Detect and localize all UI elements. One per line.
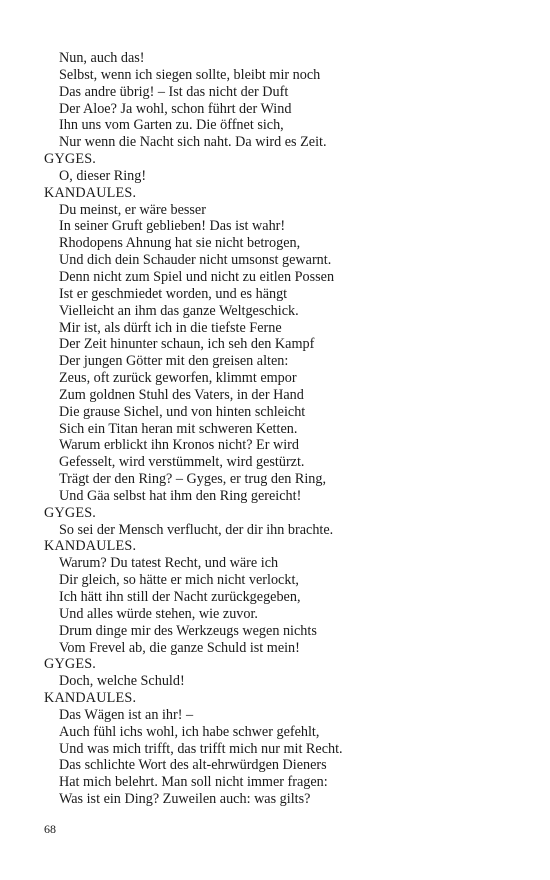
verse-line: Der Aloe? Ja wohl, schon führt der Wind <box>59 100 292 117</box>
verse-line: Ihn uns vom Garten zu. Die öffnet sich, <box>59 117 284 134</box>
speaker-name: GYGES. <box>44 504 97 521</box>
verse-line: Dir gleich, so hätte er mich nicht verlockt, <box>59 572 299 589</box>
verse-line: Doch, welche Schuld! <box>59 673 185 690</box>
verse-line: Was ist ein Ding? Zuweilen auch: was gilts? <box>59 791 311 808</box>
verse-line: Das Wägen ist an ihr! – <box>59 706 194 723</box>
verse-line: Du meinst, er wäre besser <box>59 201 206 218</box>
verse-line: Der jungen Götter mit den greisen alten: <box>59 353 289 370</box>
verse-line: Warum? Du tatest Recht, und wäre ich <box>59 555 279 572</box>
verse-line: Der Zeit hinunter schaun, ich seh den Kampf <box>59 336 315 353</box>
speaker-name: GYGES. <box>44 656 97 673</box>
verse-line: Das andre übrig! – Ist das nicht der Duft <box>59 83 289 100</box>
verse-line: Und was mich trifft, das trifft mich nur mit Recht. <box>59 740 343 757</box>
verse-line: Sich ein Titan heran mit schweren Ketten. <box>59 420 298 437</box>
verse-line: Denn nicht zum Spiel und nicht zu eitlen Possen <box>59 268 335 285</box>
drama-text-block <box>44 50 524 808</box>
verse-line: Drum dinge mir des Werkzeugs wegen nichts <box>59 622 317 639</box>
verse-line: Trägt der den Ring? – Gyges, er trug den Ring, <box>59 471 327 488</box>
verse-line: Und Gäa selbst hat ihm den Ring gereicht! <box>59 487 302 504</box>
verse-line: Selbst, wenn ich siegen sollte, bleibt mir noch <box>59 66 321 83</box>
speaker-name: KANDAULES. <box>44 538 137 555</box>
verse-line: Auch fühl ichs wohl, ich habe schwer gefehlt, <box>59 723 320 740</box>
verse-line: So sei der Mensch verflucht, der dir ihn brachte. <box>59 521 334 538</box>
speaker-name: KANDAULES. <box>44 690 137 707</box>
verse-line: Vom Frevel ab, die ganze Schuld ist mein! <box>59 639 300 656</box>
page-number: 68 <box>44 822 56 836</box>
speaker-name: GYGES. <box>44 151 97 168</box>
verse-line: Die grause Sichel, und von hinten schleicht <box>59 403 306 420</box>
verse-line: Warum erblickt ihn Kronos nicht? Er wird <box>59 437 299 454</box>
verse-line: Und dich dein Schauder nicht umsonst gewarnt. <box>59 252 332 269</box>
verse-line: Rhodopens Ahnung hat sie nicht betrogen, <box>59 235 301 252</box>
verse-line: Hat mich belehrt. Man soll nicht immer fragen: <box>59 774 328 791</box>
verse-line: Zum goldnen Stuhl des Vaters, in der Hand <box>59 386 304 403</box>
verse-line: Zeus, oft zurück geworfen, klimmt empor <box>59 370 297 387</box>
verse-line: Mir ist, als dürft ich in die tiefste Ferne <box>59 319 282 336</box>
verse-line: Gefesselt, wird verstümmelt, wird gestürzt. <box>59 454 305 471</box>
verse-line: O, dieser Ring! <box>59 167 147 184</box>
verse-line: Das schlichte Wort des alt-ehrwürdgen Dieners <box>59 757 327 774</box>
verse-line: Ist er geschmiedet worden, und es hängt <box>59 285 288 302</box>
verse-line: Und alles würde stehen, wie zuvor. <box>59 605 258 622</box>
verse-line: Nun, auch das! <box>59 50 145 66</box>
verse-line: Nur wenn die Nacht sich naht. Da wird es Zeit. <box>59 134 327 151</box>
verse-line: Ich hätt ihn still der Nacht zurückgegeben, <box>59 589 301 605</box>
verse-line: In seiner Gruft geblieben! Das ist wahr! <box>59 218 286 235</box>
speaker-name: KANDAULES. <box>44 184 137 201</box>
verse-line: Vielleicht an ihm das ganze Weltgeschick. <box>59 302 299 319</box>
